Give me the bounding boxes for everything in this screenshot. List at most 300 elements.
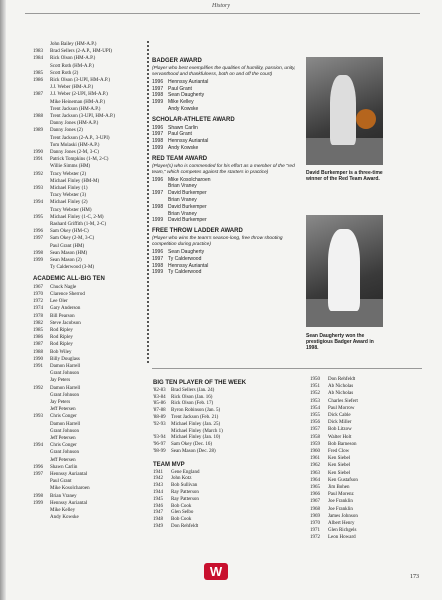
list-item: [152, 217, 300, 224]
list-item: [33, 334, 143, 341]
list-item: [33, 305, 143, 312]
list-item-name: John Kotz: [171, 476, 192, 482]
list-item-year: 1978: [33, 313, 43, 319]
list-item: [33, 428, 143, 435]
list-item: [33, 214, 143, 221]
list-item-year: 1960: [310, 449, 320, 455]
list-item-name: Sam Okey (HM-C): [50, 229, 89, 235]
list-item-year: [33, 135, 50, 142]
list-item: [152, 145, 300, 152]
list-item: [310, 534, 420, 541]
list-item: [33, 406, 143, 413]
list-item-year: 1950: [310, 377, 320, 382]
list-item-name: Ty Calderwood (3-M): [50, 265, 95, 271]
list-item-name: David Burkemper: [168, 217, 207, 224]
list-item-year: 1991: [33, 363, 43, 369]
list-item-name: Hennssy Auriantal: [168, 262, 209, 269]
list-item-year: [33, 478, 50, 485]
list-item: [33, 221, 143, 228]
list-item-year: 1997: [152, 131, 164, 138]
list-item-name: Scott Roth (HM-A.P.): [50, 63, 94, 69]
bottom-middle-column: [153, 376, 303, 531]
list-item: [33, 135, 143, 142]
page-header-title: History: [212, 3, 230, 9]
list-item-name: Brian Vraney: [168, 196, 197, 203]
list-item: [152, 263, 300, 270]
list-item-year: 1957: [310, 427, 320, 433]
list-item: [33, 449, 143, 456]
list-item: [33, 399, 143, 406]
list-item-year: [33, 221, 50, 228]
list-item-name: Fred Clow: [328, 449, 350, 455]
list-item: [152, 92, 300, 99]
list-item-year: 1988: [33, 114, 43, 120]
list-item-name: David Burkemper: [168, 203, 207, 210]
list-item-name: Chuck Nagle: [50, 284, 77, 290]
list-item-name: Ab Nicholas: [328, 391, 354, 397]
list-item-name: Ray Patterson: [171, 496, 199, 502]
list-item-year: 1951: [310, 384, 320, 390]
list-item-name: Michael Finley (1-C, 2-M): [50, 214, 104, 220]
academic-heading: ACADEMIC ALL-BIG TEN: [33, 275, 105, 282]
list-item: [33, 99, 143, 106]
list-item: [33, 442, 143, 449]
list-item: [152, 269, 300, 276]
list-item-name: Byron Robinson (Jan. 5): [171, 408, 221, 414]
list-item: [33, 370, 143, 377]
award-winners: [152, 249, 300, 276]
list-item-year: 1988: [33, 349, 43, 355]
list-item-name: Leon Howard: [328, 535, 356, 541]
list-item: [153, 470, 303, 477]
list-item: [33, 84, 143, 91]
list-item: [152, 138, 300, 145]
list-item: [310, 462, 420, 469]
wisconsin-logo: W: [204, 563, 228, 580]
list-item-year: 1971: [310, 528, 320, 534]
list-item: [33, 356, 143, 363]
list-item-name: Michael Finley (Jan. 10): [171, 435, 221, 441]
list-item-year: 1955: [310, 413, 320, 419]
basketball-icon: [356, 109, 376, 129]
list-item: [33, 192, 143, 199]
list-item: [153, 504, 303, 511]
list-item: [152, 106, 300, 113]
list-item: [152, 197, 300, 204]
list-item-year: 1985: [33, 70, 43, 76]
list-item-year: [33, 178, 50, 185]
list-item: [33, 156, 143, 163]
list-item-year: [152, 183, 168, 190]
list-item-year: 1993: [33, 186, 43, 192]
list-item: [33, 471, 143, 478]
list-item: [153, 395, 303, 402]
list-item-year: 1982: [33, 320, 43, 326]
list-item-name: Hennssy Auriantal: [168, 78, 209, 85]
list-item-name: Grant Johnson: [50, 392, 80, 398]
left-column: [33, 41, 143, 521]
list-item: [153, 435, 303, 442]
list-item-year: '88-89: [153, 414, 166, 420]
list-item: [152, 177, 300, 184]
list-item-year: 1956: [310, 420, 320, 426]
list-item-name: Brian Vraney: [168, 183, 197, 190]
list-item-name: Brad Sellers (2-A.P., HM-UPI): [50, 49, 112, 55]
list-item: [153, 408, 303, 415]
list-item: [33, 377, 143, 384]
page-number: 173: [410, 574, 419, 580]
list-item-year: '92-93: [153, 421, 166, 427]
list-item-year: 1970: [310, 521, 320, 527]
list-item-name: Grant Johnson: [50, 428, 80, 434]
list-item: [152, 79, 300, 86]
list-item-year: 1996: [152, 124, 164, 131]
list-item: [33, 250, 143, 257]
list-item-name: Mike Kosolcharoen: [50, 486, 90, 492]
list-item: [33, 485, 143, 492]
list-item: [33, 207, 143, 214]
caption-photo1: David Burkemper is a three-time winner of the Red Team Award.: [306, 170, 383, 182]
list-item-name: Grant Johnson: [50, 450, 80, 456]
list-item: [310, 527, 420, 534]
list-item: [152, 131, 300, 138]
list-item-year: 1997: [33, 236, 43, 242]
list-item-year: [33, 142, 50, 149]
list-item: [33, 178, 143, 185]
team-mvp-list-b: [310, 376, 420, 542]
list-item-name: Hennssy Auriantal: [50, 471, 88, 477]
list-item-name: John Bailey (HM-A.P.): [50, 42, 97, 47]
list-item-year: 1992: [33, 385, 43, 391]
list-item-name: Chris Conger: [50, 414, 77, 420]
list-item-name: Danny Jones (2-M, 3-C): [50, 150, 99, 156]
list-item-name: Rick Olson (HM-A.P.): [50, 56, 96, 62]
list-item-name: Bob Cook: [171, 517, 192, 523]
list-item-year: [33, 192, 50, 199]
list-item: [33, 313, 143, 320]
list-item: [33, 113, 143, 120]
list-item: [310, 520, 420, 527]
list-item: [152, 204, 300, 211]
list-item-name: Jeff Petersen: [50, 407, 76, 413]
list-item: [310, 419, 420, 426]
dotted-divider: [147, 41, 149, 363]
awards-column: [152, 58, 300, 276]
list-item-year: 1967: [310, 499, 320, 505]
list-item: [310, 513, 420, 520]
list-item-year: 1948: [153, 517, 163, 523]
list-item-year: [33, 41, 50, 48]
list-item: [153, 422, 303, 429]
award-description: (Player(s) who is commended for his effort as a member of the "red team," which competes against the starters in practice): [152, 163, 295, 175]
list-item-name: Joe Franklin: [328, 506, 353, 512]
list-item: [33, 127, 143, 134]
list-item-year: [33, 163, 50, 170]
list-item-year: [33, 457, 50, 464]
list-item: [152, 211, 300, 218]
list-item-year: [33, 406, 50, 413]
list-item: [33, 243, 143, 250]
list-item: [33, 514, 143, 521]
list-item-name: Michael Finley (HM-M): [50, 178, 100, 184]
list-item-name: Jim Bohen: [328, 485, 350, 491]
list-item-name: Michael Finley (1): [50, 186, 88, 192]
list-item-name: Paul Grant: [168, 85, 192, 92]
list-item-name: Andy Kowske: [50, 515, 79, 521]
list-item-year: 1962: [310, 463, 320, 469]
list-item-name: Rick Olson (3-UPI, HM-A.P.): [50, 78, 110, 84]
list-item-name: Paul Morrow: [328, 405, 355, 411]
list-item-year: '96-97: [153, 442, 166, 448]
list-item-year: 1958: [310, 434, 320, 440]
list-item-name: Damon Harrell: [50, 421, 81, 427]
list-item-year: [33, 243, 50, 250]
list-item: [310, 455, 420, 462]
list-item-year: 1994: [33, 200, 43, 206]
list-item-name: Shawn Carlin: [50, 464, 78, 470]
list-item: [33, 235, 143, 242]
header-rule: [25, 13, 420, 14]
list-item-name: Paul Morenz: [328, 492, 354, 498]
list-item-year: [33, 399, 50, 406]
list-item: [33, 327, 143, 334]
list-item: [33, 457, 143, 464]
list-item: [310, 477, 420, 484]
award-heading: RED TEAM AWARD: [152, 155, 208, 162]
list-item: [33, 149, 143, 156]
list-item-year: 1999: [152, 144, 164, 151]
list-item: [33, 163, 143, 170]
list-item: [310, 412, 420, 419]
list-item-year: 1964: [310, 477, 320, 483]
list-item: [33, 478, 143, 485]
list-item-name: Dick Miller: [328, 420, 352, 426]
list-item: [33, 228, 143, 235]
list-item-year: 1996: [33, 464, 43, 470]
list-item-name: Rod Ripley: [50, 335, 73, 341]
list-item-name: Tracy Webster (HM): [50, 207, 92, 213]
list-item-year: '98-99: [153, 448, 166, 454]
list-item-year: [33, 392, 50, 399]
list-item-name: Bob Cook: [171, 503, 192, 509]
team-mvp-list-a: [153, 470, 303, 531]
big-ten-potw-heading: BIG TEN PLAYER OF THE WEEK: [153, 380, 247, 386]
list-item-name: Willie Simms (HM): [50, 164, 91, 170]
list-item-year: [33, 120, 50, 127]
list-item: [33, 63, 143, 70]
list-item: [310, 398, 420, 405]
list-item: [33, 298, 143, 305]
list-item: [33, 284, 143, 291]
list-item: [310, 448, 420, 455]
list-item-year: 1963: [310, 470, 320, 476]
list-item-year: '83-84: [153, 394, 166, 400]
list-item-year: '82-83: [153, 387, 166, 393]
list-item: [33, 199, 143, 206]
list-item-year: 1966: [310, 492, 320, 498]
list-item-name: Paul Grant: [168, 131, 192, 138]
list-item-year: 1996: [152, 248, 164, 255]
list-item-year: [33, 435, 50, 442]
list-item: [152, 86, 300, 93]
list-item: [33, 142, 143, 149]
award-description: (Player who wins the team's season-long, free throw shooting competition during practice): [152, 235, 283, 247]
list-item-year: 1986: [33, 78, 43, 84]
list-item-year: 1986: [33, 335, 43, 341]
list-item-year: 1999: [152, 99, 164, 106]
list-item: [33, 41, 143, 48]
list-item: [33, 464, 143, 471]
list-item: [310, 506, 420, 513]
academic-list: [33, 284, 143, 522]
list-item: [33, 106, 143, 113]
list-item-year: 1974: [33, 306, 43, 312]
list-item-year: 1999: [33, 500, 43, 506]
list-item: [310, 441, 420, 448]
list-item: [152, 190, 300, 197]
list-item-name: Jay Peters: [50, 399, 71, 405]
list-item: [153, 415, 303, 422]
list-item-name: Ken Siebel: [328, 456, 351, 462]
list-item: [153, 476, 303, 483]
list-item: [153, 483, 303, 490]
list-item-name: Ken Siebel: [328, 463, 351, 469]
list-item-name: Rod Ripley: [50, 342, 73, 348]
list-item-name: Bob Sullivan: [171, 483, 198, 489]
list-item-name: Jay Peters: [50, 378, 71, 384]
list-item: [153, 524, 303, 531]
list-item-name: Danny Jones (HM-A.P.): [50, 121, 99, 127]
list-item: [153, 517, 303, 524]
list-item-name: Patrick Tompkins (1-M, 2-C): [50, 157, 109, 163]
list-item-year: 1983: [33, 49, 43, 55]
list-item-name: Glen Selbo: [171, 510, 194, 516]
list-item-name: Andy Kowske: [168, 105, 199, 112]
list-item-year: 1945: [153, 496, 163, 502]
list-item: [33, 77, 143, 84]
list-item-name: Sean Mason (HM): [50, 250, 88, 256]
list-item-name: Trent Jackson (2-A.P., 3-UPI): [50, 135, 110, 141]
list-item-year: 1985: [33, 327, 43, 333]
list-item-year: 1943: [153, 483, 163, 489]
list-item-name: Michael Finley (Jan. 25): [171, 421, 221, 427]
list-item-name: Tracy Webster (3): [50, 193, 86, 199]
list-item-year: 1996: [152, 78, 164, 85]
award-heading: FREE THROW LADDER AWARD: [152, 228, 243, 235]
list-item-year: 1995: [33, 214, 43, 220]
list-item: [33, 171, 143, 178]
list-item: [33, 91, 143, 98]
list-item-name: Ken Siebel: [328, 470, 351, 476]
list-item-name: Rick Olson (Jan. 16): [171, 394, 213, 400]
list-item-year: 1997: [152, 85, 164, 92]
list-item-name: Ken Gustafson: [328, 477, 358, 483]
list-item-name: Bob Wiley: [50, 349, 72, 355]
list-item-name: Bob Barneson: [328, 441, 357, 447]
list-item: [310, 491, 420, 498]
list-item-year: [152, 197, 168, 204]
list-item-year: 1997: [33, 471, 43, 477]
list-item-year: 1990: [33, 356, 43, 362]
list-item-name: Glen Richgels: [328, 528, 357, 534]
section-rule: [152, 368, 422, 369]
list-item-year: [33, 207, 50, 214]
list-item: [153, 442, 303, 449]
list-item-name: Bill Pearson: [50, 313, 75, 319]
list-item-name: Andy Kowske: [168, 144, 199, 151]
list-item-name: Charles Siefert: [328, 398, 358, 404]
list-item-year: 1969: [310, 513, 320, 519]
list-item: [310, 426, 420, 433]
list-item: [33, 264, 143, 271]
list-item-year: '85-86: [153, 401, 166, 407]
list-item-name: Sam Okey (Dec. 16): [171, 442, 213, 448]
list-item-name: Jeff Petersen: [50, 435, 76, 441]
list-item-year: [33, 370, 50, 377]
list-item-name: Hennssy Auriantal: [168, 138, 209, 145]
list-item: [33, 55, 143, 62]
team-mvp-heading: TEAM MVP: [153, 461, 185, 468]
list-item: [33, 392, 143, 399]
list-item-year: 1998: [33, 493, 43, 499]
list-item-name: Billy Douglass: [50, 356, 80, 362]
list-item-name: Albert Henry: [328, 521, 355, 527]
list-item-name: Brad Sellers (Jan. 24): [171, 387, 215, 393]
list-item-name: J.J. Weber (2-UPI, HM-A.P.): [50, 92, 108, 98]
list-item-year: 1996: [152, 176, 164, 183]
list-item-name: Grant Johnson: [50, 371, 80, 377]
list-item-year: 1942: [153, 476, 163, 482]
list-item: [33, 413, 143, 420]
list-item: [153, 510, 303, 517]
list-item-year: 1984: [33, 56, 43, 62]
all-big-ten-list: [33, 41, 143, 272]
list-item: [33, 493, 143, 500]
list-item-year: [33, 449, 50, 456]
list-item-year: 1997: [152, 190, 164, 197]
list-item-name: Sean Daugherty: [168, 92, 205, 99]
list-item-year: 1987: [33, 342, 43, 348]
list-item-year: 1947: [153, 510, 163, 516]
list-item-year: 1998: [152, 262, 164, 269]
player-photo-daugherty: [306, 215, 383, 327]
list-item-year: 1999: [152, 217, 164, 224]
list-item-name: David Burkemper: [168, 190, 207, 197]
list-item-year: 1944: [153, 489, 163, 495]
list-item-name: Ab Nicholas: [328, 384, 354, 390]
list-item-year: [152, 211, 168, 218]
player-photo-burkemper: [306, 57, 383, 165]
list-item-name: Brian Vraney: [50, 493, 77, 499]
list-item-year: 1994: [33, 443, 43, 449]
list-item-year: 1993: [33, 414, 43, 420]
list-item: [33, 435, 143, 442]
list-item: [33, 507, 143, 514]
list-item-year: [33, 99, 50, 106]
list-item-year: 1999: [152, 269, 164, 276]
list-item-year: 1996: [33, 229, 43, 235]
list-item-year: [33, 485, 50, 492]
list-item-name: Gary Anderson: [50, 306, 81, 312]
list-item-year: [33, 63, 50, 70]
list-item: [310, 484, 420, 491]
list-item-name: J.J. Weber (HM-A.P.): [50, 85, 94, 91]
list-item: [153, 490, 303, 497]
list-item-name: Don Rehfeldt: [171, 523, 199, 529]
list-item: [33, 48, 143, 55]
list-item-year: 1946: [153, 503, 163, 509]
list-item-year: 1997: [152, 255, 164, 262]
